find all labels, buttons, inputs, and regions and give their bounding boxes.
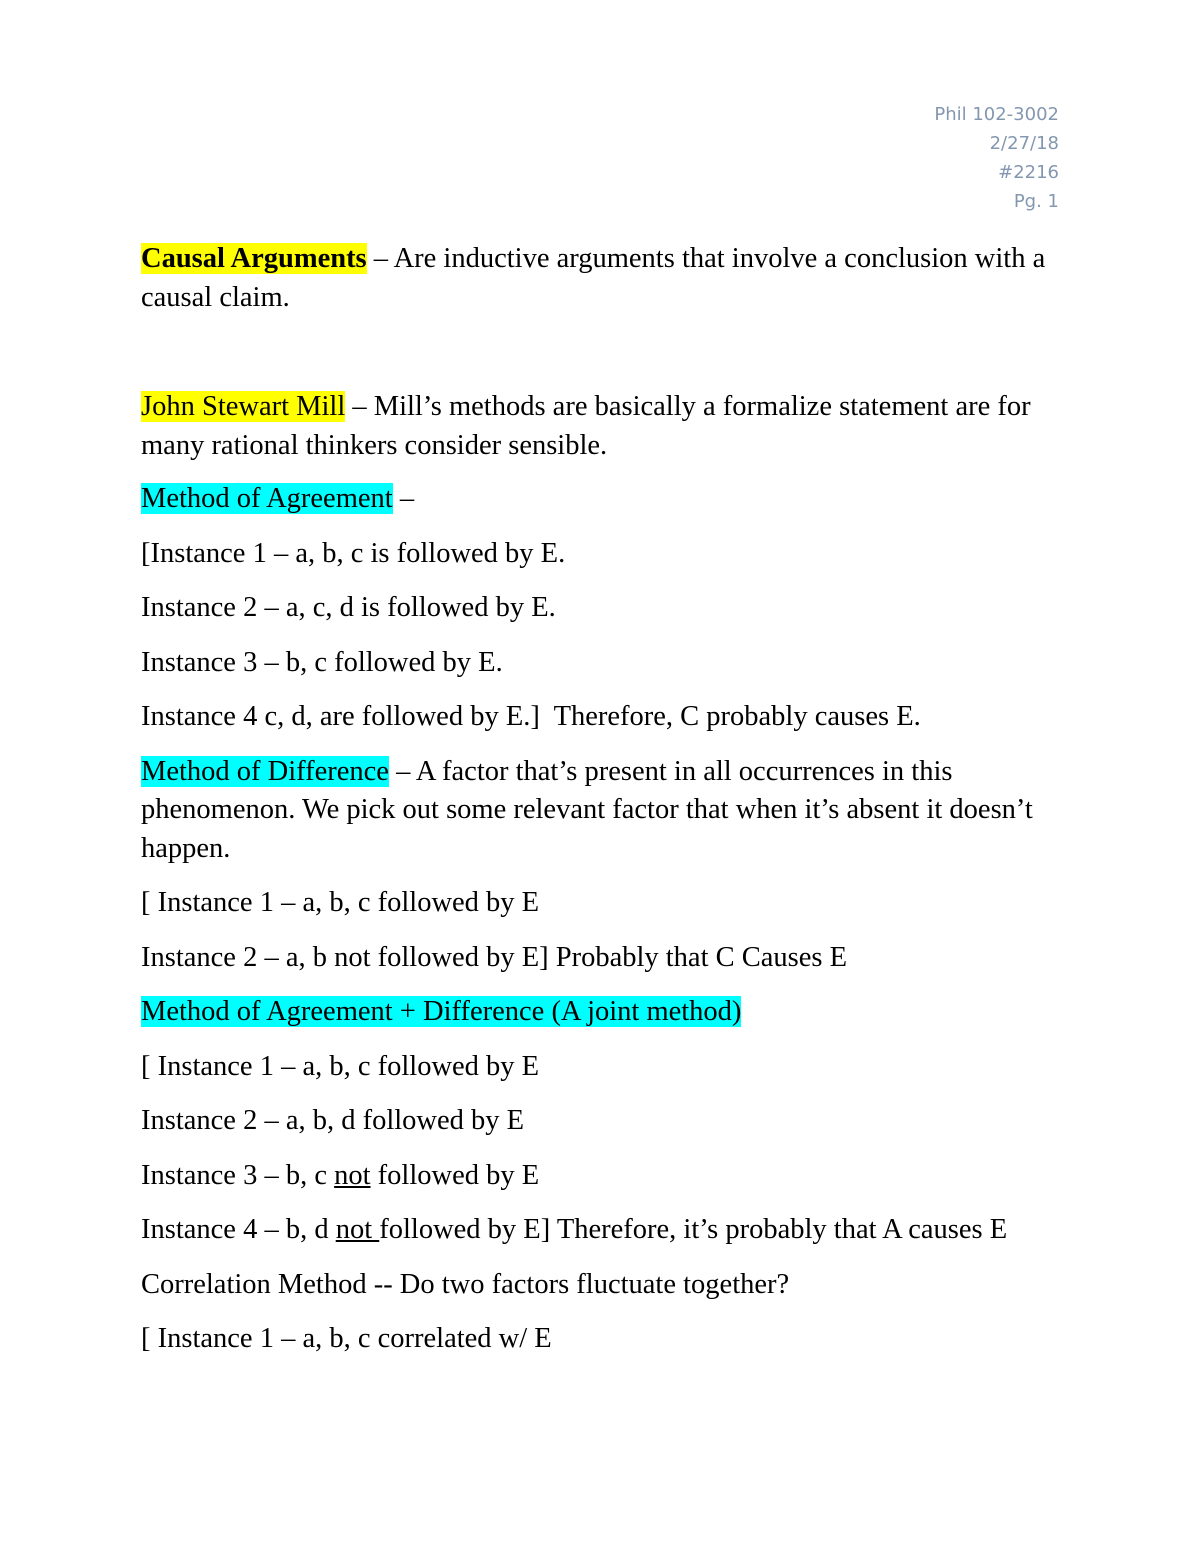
agreement-heading [141, 480, 1061, 519]
note-number: #2216 [998, 162, 1059, 183]
joint-instance-4-text: Instance 4 – b, d [141, 1214, 336, 1245]
course-code: Phil 102-3002 [934, 104, 1059, 125]
joint-instance-3-text: Instance 3 – b, c [141, 1159, 335, 1191]
joint-instance-3-not: not [334, 1159, 371, 1191]
notes-body [141, 240, 1061, 1359]
joint-instance-4 [141, 1211, 1061, 1250]
joint-instance-3 [141, 1157, 1061, 1196]
page-number: Pg. 1 [1013, 191, 1059, 212]
joint-instance-4-rest: followed by E] Therefore, it’s probably that A causes E [379, 1214, 1008, 1245]
difference-paragraph [141, 753, 1061, 869]
joint-instance-4-not: not [335, 1214, 380, 1245]
document-header [934, 100, 1059, 216]
joint-method-heading [141, 993, 1061, 1032]
mill-paragraph [141, 388, 1061, 465]
causal-arguments-term: Causal Arguments [141, 243, 367, 274]
joint-instance-1: [ Instance 1 – a, b, c followed by E [141, 1050, 540, 1082]
difference-instance-1: [ Instance 1 – a, b, c followed by E [141, 887, 540, 918]
correlation-heading: Correlation Method -- Do two factors fluctuate together? [141, 1268, 790, 1300]
difference-instance-2: Instance 2 – a, b not followed by E] Probably that C Causes E [141, 941, 848, 973]
causal-arguments-paragraph [141, 240, 1061, 317]
causal-arguments-definition: – Are inductive arguments that involve a conclusion with a causal claim. [141, 243, 1046, 313]
agreement-dash: – [392, 483, 415, 514]
joint-method-term: Method of Agreement + Difference (A joint method) [141, 996, 742, 1027]
agreement-term: Method of Agreement [141, 483, 393, 514]
header-date: 2/27/18 [989, 133, 1059, 154]
mill-term: John Stewart Mill [141, 391, 346, 422]
difference-term: Method of Difference [141, 755, 389, 787]
mill-definition: – Mill’s methods are basically a formalize statement are for many rational thinkers consider sensible. [141, 391, 1031, 461]
agreement-instance-1: [Instance 1 – a, b, c is followed by E. [141, 537, 566, 569]
correlation-instance-1: [ Instance 1 – a, b, c correlated w/ E [141, 1323, 552, 1354]
joint-instance-2: Instance 2 – a, b, d followed by E [141, 1105, 525, 1136]
agreement-instance-4: Instance 4 c, d, are followed by E.] Therefore, C probably causes E. [141, 701, 921, 732]
joint-instance-3-rest: followed by E [370, 1159, 540, 1191]
agreement-instance-2: Instance 2 – a, c, d is followed by E. [141, 592, 556, 623]
difference-definition: – A factor that’s present in all occurrences in this phenomenon. We pick out some relevant factor that when it’s absent it doesn’t happen. [141, 755, 1033, 864]
agreement-instance-3: Instance 3 – b, c followed by E. [141, 646, 503, 678]
